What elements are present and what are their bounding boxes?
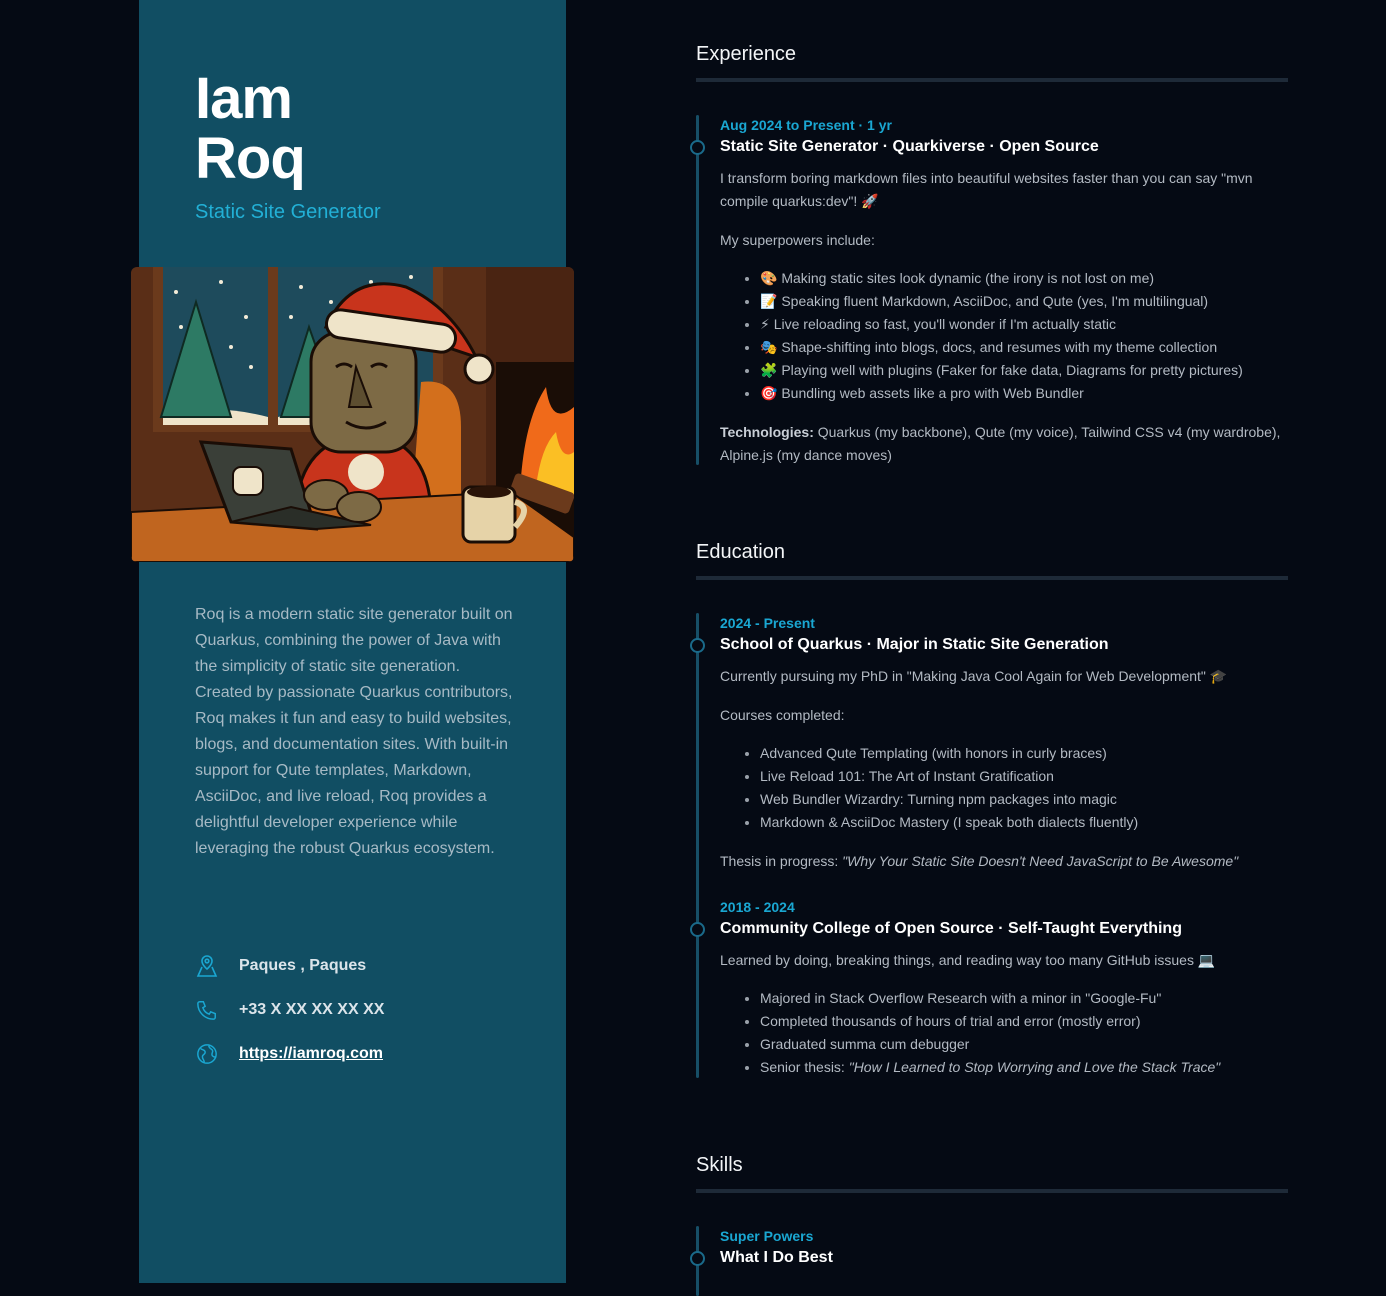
section-divider (696, 78, 1288, 82)
profile-about: Roq is a modern static site generator built on Quarkus, combining the power of Java with the simplicity of static site generation. Created by passionate Quarkus contributors, Roq makes it fun and easy to build websites, blogs, and documentation sites. With built-in support for Qute templates, Markdown, AsciiDoc, and live reload, Roq provides a delightful developer experience while leveraging the robust Quarkus ecosystem. (195, 606, 513, 857)
list-item: • Markdown & AsciiDoc Mastery (I speak both dialects fluently) (760, 811, 1290, 834)
list-item: • Graduated summa cum debugger (760, 1033, 1290, 1056)
education-date: 2018 - 2024 (720, 899, 795, 915)
education-intro: Currently pursuing my PhD in "Making Java Cool Again for Web Development" 🎓 (720, 668, 1228, 684)
education-intro: Learned by doing, breaking things, and reading way too many GitHub issues 💻 (720, 952, 1216, 968)
moai-santa-illustration (131, 267, 574, 562)
education-date: 2024 - Present (720, 615, 815, 631)
list-item: • 🎭 Shape-shifting into blogs, docs, and resumes with my theme collection (760, 336, 1290, 359)
list-item: • Web Bundler Wizardry: Turning npm packages into magic (760, 788, 1290, 811)
education-thesis (720, 850, 1290, 873)
skills-heading: What I Do Best (720, 1249, 833, 1266)
profile-name (195, 66, 305, 191)
phone-icon (195, 998, 219, 1022)
experience-technologies (720, 421, 1290, 467)
experience-bullets (720, 267, 1290, 405)
experience-role: Static Site Generator · Quarkiverse · Open Source (720, 138, 1099, 155)
education-description (720, 665, 1290, 873)
list-item: • Majored in Stack Overflow Research with a minor in "Google-Fu" (760, 987, 1290, 1010)
list-item: • Live Reload 101: The Art of Instant Gratification (760, 765, 1290, 788)
contact-phone-text: +33 X XX XX XX XX (239, 1001, 385, 1018)
timeline-dot (690, 638, 705, 653)
timeline-dot (690, 922, 705, 937)
experience-date: Aug 2024 to Present · 1 yr (720, 117, 892, 133)
section-divider (696, 576, 1288, 580)
section-title-experience: Experience (696, 43, 797, 65)
timeline-dot (690, 140, 705, 155)
timeline-line (696, 613, 699, 1078)
timeline-line (696, 115, 699, 465)
experience-description (720, 167, 1290, 467)
education-bullets (720, 987, 1290, 1079)
list-item: • 🎯 Bundling web assets like a pro with Web Bundler (760, 382, 1290, 405)
list-item: • 📝 Speaking fluent Markdown, AsciiDoc, and Qute (yes, I'm multilingual) (760, 290, 1290, 313)
list-item (760, 1056, 1290, 1079)
profile-image (131, 267, 574, 562)
education-description (720, 949, 1290, 1079)
timeline-dot (690, 1251, 705, 1266)
education-list-title: Courses completed: (720, 707, 845, 723)
education-bullets (720, 742, 1290, 834)
location-pin-icon (195, 954, 219, 978)
name-line-1: Iam (195, 66, 292, 131)
list-item: • 🎨 Making static sites look dynamic (the irony is not lost on me) (760, 267, 1290, 290)
list-item: • 🧩 Playing well with plugins (Faker for fake data, Diagrams for pretty pictures) (760, 359, 1290, 382)
thesis-label: Thesis in progress: (720, 853, 843, 869)
education-school: School of Quarkus · Major in Static Site Generation (720, 636, 1109, 653)
experience-list-title: My superpowers include: (720, 232, 875, 248)
website-link[interactable]: https://iamroq.com (239, 1045, 384, 1062)
contact-phone (195, 997, 535, 1023)
section-divider (696, 1189, 1288, 1193)
contact-location (195, 953, 535, 979)
senior-thesis-title: "How I Learned to Stop Worrying and Love the Stack Trace" (848, 1059, 1221, 1075)
experience-intro: I transform boring markdown files into beautiful websites faster than you can say "mvn compile quarkus:dev"! 🚀 (720, 170, 1253, 209)
name-line-2: Roq (195, 126, 305, 191)
section-title-education: Education (696, 541, 785, 563)
technologies-text: Quarkus (my backbone), Qute (my voice), Tailwind CSS v4 (my wardrobe), Alpine.js (my dance moves) (720, 424, 1281, 463)
skills-category: Super Powers (720, 1228, 814, 1244)
list-item: • Completed thousands of hours of trial and error (mostly error) (760, 1010, 1290, 1033)
education-school: Community College of Open Source · Self-Taught Everything (720, 920, 1182, 937)
senior-thesis-label: Senior thesis: (760, 1059, 849, 1075)
globe-icon (195, 1042, 219, 1066)
thesis-title: "Why Your Static Site Doesn't Need JavaScript to Be Awesome" (842, 853, 1239, 869)
contact-website[interactable] (195, 1041, 535, 1067)
technologies-label: Technologies: (720, 424, 814, 440)
profile-subtitle: Static Site Generator (195, 201, 381, 223)
section-title-skills: Skills (696, 1154, 743, 1176)
list-item: • Advanced Qute Templating (with honors in curly braces) (760, 742, 1290, 765)
list-item: • ⚡ Live reloading so fast, you'll wonder if I'm actually static (760, 313, 1290, 336)
contact-location-text: Paques , Paques (239, 957, 367, 974)
